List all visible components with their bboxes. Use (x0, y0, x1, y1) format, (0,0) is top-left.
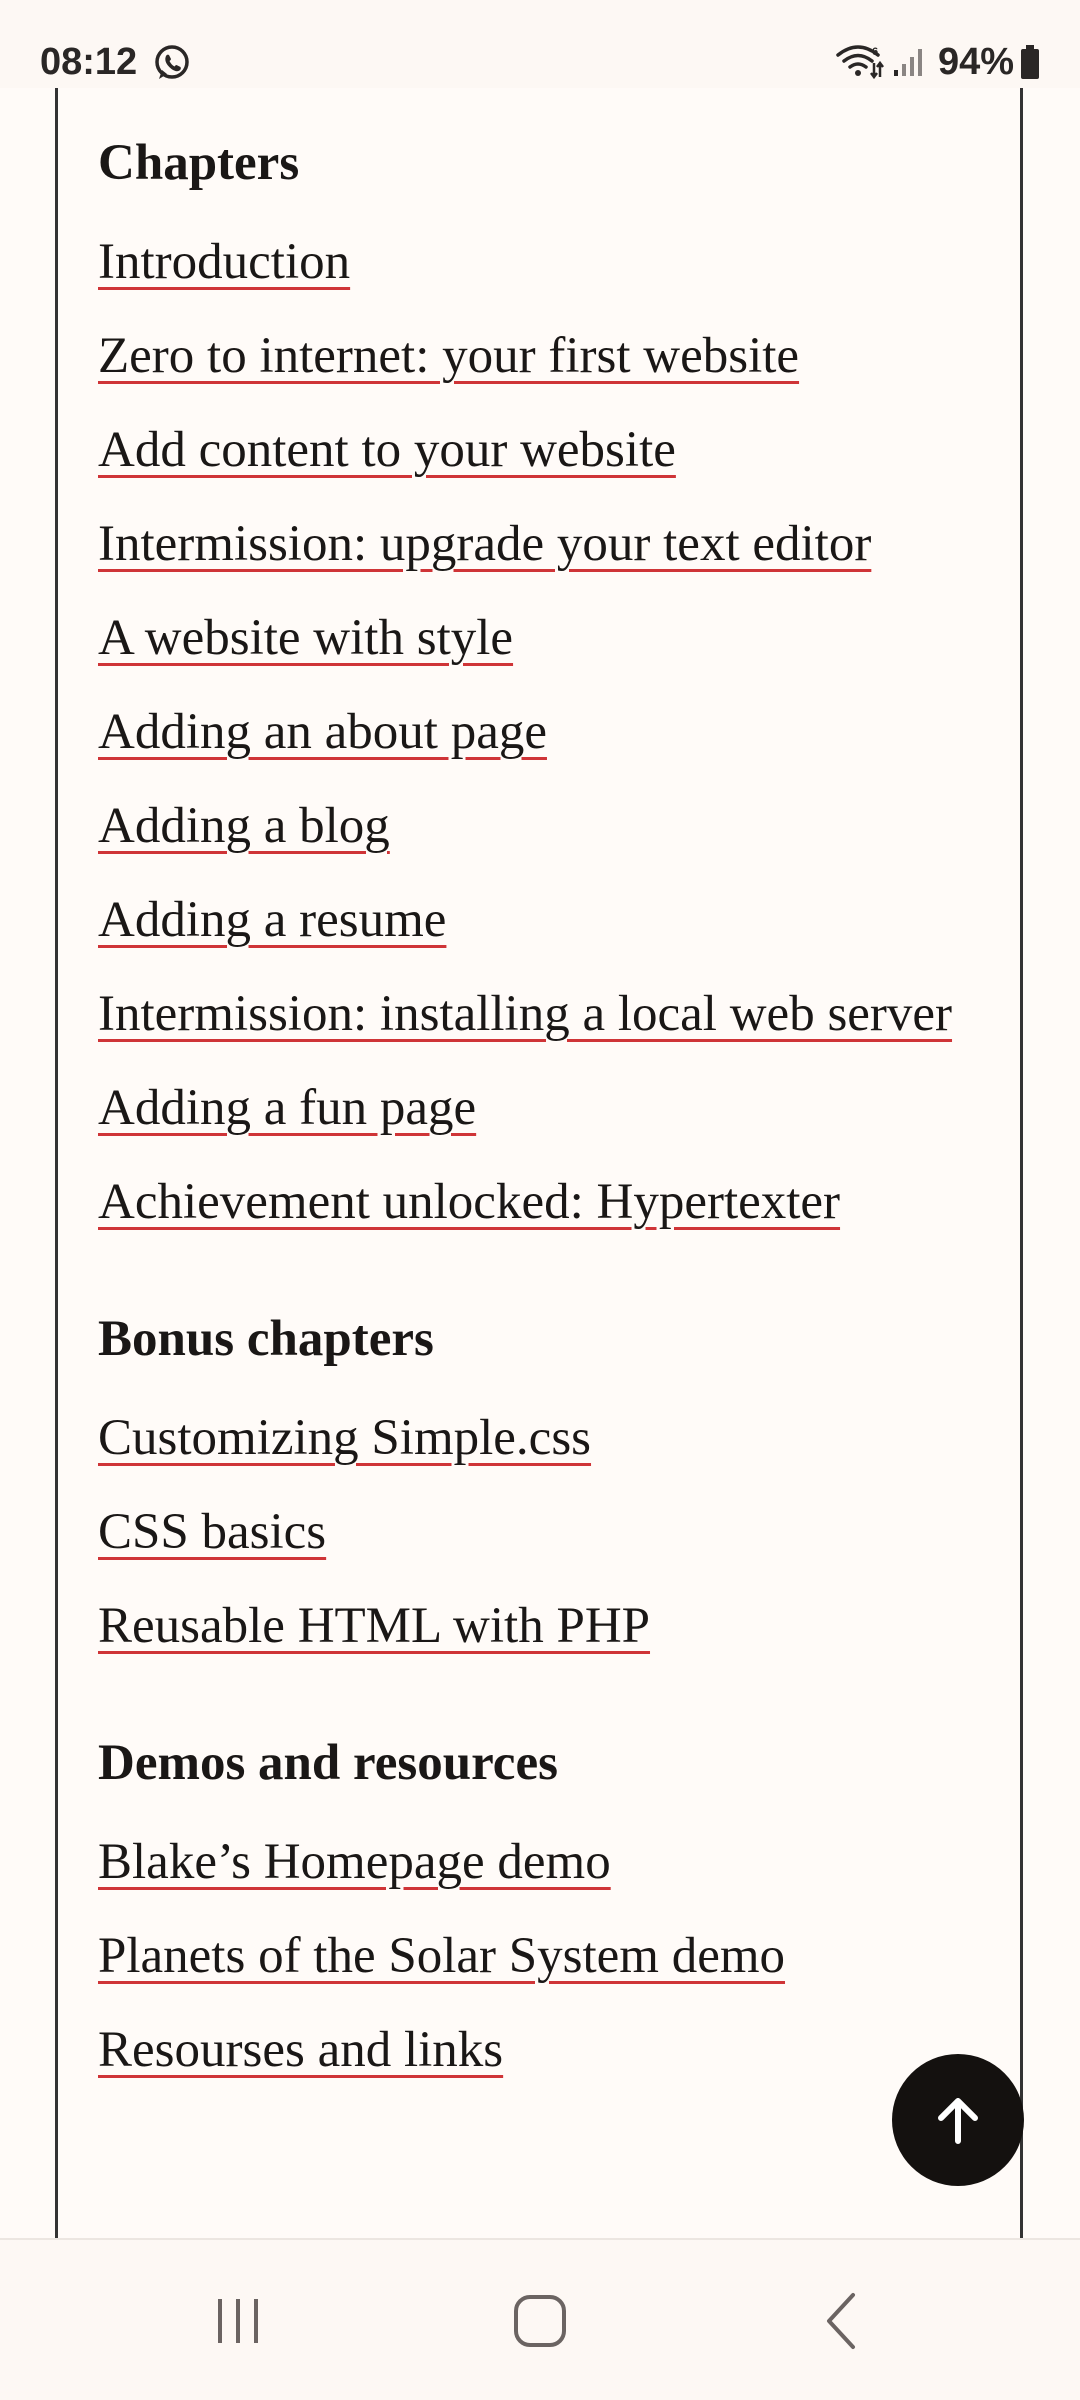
status-right (836, 40, 1040, 84)
list-item (98, 1068, 998, 1148)
arrow-up-icon (931, 2093, 985, 2147)
chapters-list (98, 222, 998, 1242)
back-icon (811, 2289, 875, 2353)
chapter-link-resume[interactable]: Adding a resume (98, 892, 447, 948)
bonus-link-customizing-simple-css[interactable]: Customizing Simple.css (98, 1410, 592, 1466)
list-item (98, 504, 998, 584)
chapter-link-blog[interactable]: Adding a blog (98, 798, 390, 854)
chapters-section (98, 128, 998, 1242)
demos-resources-heading: Demos and resources (98, 1735, 558, 1791)
list-item (98, 2010, 998, 2090)
list-item (98, 1162, 998, 1242)
back-to-top-button[interactable] (892, 2054, 1024, 2186)
bonus-chapters-heading: Bonus chapters (98, 1311, 434, 1367)
list-item (98, 786, 998, 866)
status-bar (0, 0, 1080, 88)
demos-resources-section (98, 1728, 998, 2090)
list-item (98, 1398, 998, 1478)
chapter-link-local-web-server[interactable]: Intermission: installing a local web server (98, 986, 953, 1042)
list-item (98, 598, 998, 678)
recents-button[interactable] (203, 2286, 273, 2356)
home-button[interactable] (505, 2286, 575, 2356)
svg-text:6: 6 (871, 46, 879, 58)
battery-percentage: 94% (937, 41, 1014, 83)
chapters-heading: Chapters (98, 135, 300, 191)
demo-link-blakes-homepage[interactable]: Blake’s Homepage demo (98, 1834, 611, 1890)
battery-icon (1020, 45, 1040, 79)
list-item (98, 1492, 998, 1572)
list-item (98, 316, 998, 396)
chapter-link-fun-page[interactable]: Adding a fun page (98, 1080, 477, 1136)
whatsapp-icon (152, 43, 192, 83)
chapter-link-achievement-unlocked[interactable]: Achievement unlocked: Hypertexter (98, 1174, 841, 1230)
section-spacer (98, 1680, 998, 1728)
bonus-link-css-basics[interactable]: CSS basics (98, 1504, 327, 1560)
demo-link-planets-solar-system[interactable]: Planets of the Solar System demo (98, 1928, 786, 1984)
list-item (98, 1822, 998, 1902)
list-item (98, 974, 998, 1054)
bonus-chapters-section (98, 1304, 998, 1666)
section-spacer (98, 1256, 998, 1304)
chapter-link-about-page[interactable]: Adding an about page (98, 704, 547, 760)
list-item (98, 222, 998, 302)
chapter-link-add-content[interactable]: Add content to your website (98, 422, 676, 478)
chapter-link-upgrade-text-editor[interactable]: Intermission: upgrade your text editor (98, 516, 872, 572)
back-button[interactable] (808, 2286, 878, 2356)
bonus-link-reusable-html-php[interactable]: Reusable HTML with PHP (98, 1598, 651, 1654)
signal-icon (892, 46, 924, 78)
list-item (98, 410, 998, 490)
status-time: 08:12 (40, 41, 138, 83)
chapter-link-introduction[interactable]: Introduction (98, 234, 351, 290)
list-item (98, 692, 998, 772)
wifi-icon (836, 43, 884, 81)
list-item (98, 1586, 998, 1666)
list-item (98, 1916, 998, 1996)
navigation-bar (0, 2238, 1080, 2400)
demos-resources-list (98, 1822, 998, 2090)
recents-icon (206, 2289, 270, 2353)
chapter-link-website-with-style[interactable]: A website with style (98, 610, 514, 666)
table-of-contents (98, 128, 998, 2104)
home-icon (508, 2289, 572, 2353)
chapter-link-zero-to-internet[interactable]: Zero to internet: your first website (98, 328, 800, 384)
resource-link-resources-and-links[interactable]: Resourses and links (98, 2022, 504, 2078)
bonus-chapters-list (98, 1398, 998, 1666)
list-item (98, 880, 998, 960)
